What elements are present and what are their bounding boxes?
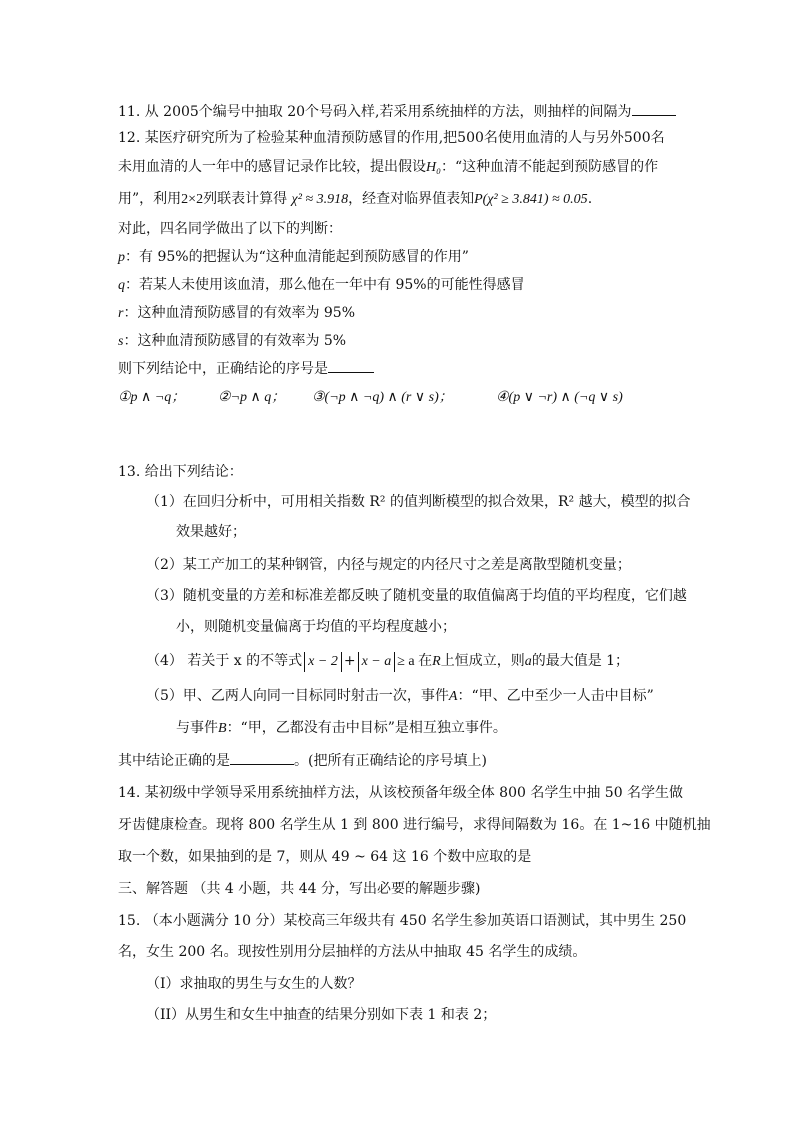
q13-answer-text-b: 。(把所有正确结论的序号填上) [294,753,487,769]
q15-sub-2: （II）从男生和女生中抽查的结果分别如下表 1 和表 2； [146,1007,497,1023]
q13-item5-text-d: ：“甲，乙都没有击中目标”是相互独立事件。 [226,720,507,736]
q12-line3-period: . [587,191,593,207]
q13-answer [118,750,487,771]
q13-item-4 [146,651,629,672]
q11-answer-blank[interactable] [632,101,676,116]
q13-answer-text-a: 其中结论正确的是 [118,753,230,769]
q15-sub-1: （I）求抽取的男生与女生的人数？ [146,976,362,992]
q12-line-4: 对此，四名同学做出了以下的判断： [118,221,342,237]
hypothesis-h0: H₀ [426,160,441,175]
q13-item-3-line-2: 小，则随机变量偏离于均值的平均程度越小； [176,619,456,635]
q12-question [118,358,374,379]
q11-text: 11. 从 2005个编号中抽取 20个号码入样,若采用系统抽样的方法，则抽样的间隔为 [118,104,632,120]
q13-item4-text-a: （4） 若关于 x 的不等式 [146,653,303,669]
q13-title: 13. 给出下列结论： [118,464,243,480]
q13-item4-text-c: 上恒成立，则 [440,653,525,669]
q12-line-2 [118,157,658,178]
q15-line-1: 15. （本小题满分 10 分）某校高三年级共有 450 名学生参加英语口语测试，其中男生 250 [118,913,687,929]
abs-x-minus-a: x − a [358,652,396,672]
q13-item-2: （2）某工产加工的某种钢管，内径与规定的内径尺寸之差是离散型随机变量； [146,557,631,573]
q12-line-3 [118,189,592,210]
q12-answer-blank[interactable] [328,358,374,373]
q12-line2-text-a: 未用血清的人一年中的感冒记录作比较，提出假设 [118,159,426,175]
statement-p-text: ：有 95%的把握认为“这种血清能起到预防感冒的作用” [125,249,469,265]
q14-line-1: 14. 某初级中学领导采用系统抽样方法，从该校预备年级全体 800 名学生中抽 50 名学生做 [118,785,684,801]
q13-item-5-line-1 [146,686,654,707]
option-2: ②¬p ∧ q； [218,390,286,405]
q13-item-3-line-1: （3）随机变量的方差和标准差都反映了随机变量的取值偏离于均值的平均程度，它们越 [146,588,687,604]
q12-line3-text-a: 用”，利用 [118,191,182,207]
q14-line-2: 牙齿健康检查。现将 800 名学生从 1 到 800 进行编号，求得间隔数为 16。在 1~16 中随机抽 [118,817,711,833]
q13-item-1-line-1: （1）在回归分析中，可用相关指数 R² 的值判断模型的拟合效果，R² 越大，模型的拟合 [146,494,691,510]
statement-p-label: p [118,250,125,265]
q13-item5-text-a: （5）甲、乙两人向同一目标同时射击一次，事件 [146,688,449,704]
q13-item-1-line-2: 效果越好； [176,524,246,540]
q12-line-1: 12. 某医疗研究所为了检验某种血清预防感冒的作用,把500名使用血清的人与另外500名 [118,130,665,146]
plus-sign: + [343,653,356,669]
q13-answer-blank[interactable] [230,750,294,765]
q12-line3-text-c: ，经查对临界值表知 [348,191,475,207]
statement-q-label: q [118,278,125,293]
option-1: ①p ∧ ¬q； [118,390,186,405]
statement-s-label: s [118,334,124,349]
q14-line-3: 取一个数，如果抽到的是 7，则从 49 ~ 64 这 16 个数中应取的是 [118,849,532,865]
statement-p [118,247,469,268]
q13-item4-text-d: 的最大值是 1； [531,653,630,669]
q15-line-2: 名，女生 200 名。现按性别用分层抽样的方法从中抽取 45 名学生的成绩。 [118,944,587,960]
option-3: ③(¬p ∧ ¬q) ∧ (r ∨ s)； [312,390,453,405]
table-size: 2×2 [181,192,204,207]
q12-line3-text-b: 列联表计算得 [203,191,288,207]
event-A: A [448,689,458,704]
q12-question-text: 则下列结论中，正确结论的序号是 [118,361,328,377]
question-11 [118,101,676,122]
probability-expression: P(χ² ≥ 3.841) ≈ 0.05 [474,192,588,207]
statement-r-label: r [118,306,124,321]
q13-item5-text-b: ：“甲、乙中至少一人击中目标” [457,688,654,704]
statement-q [118,275,525,296]
real-numbers-R: R [432,654,441,669]
statement-r [118,303,355,324]
abs-x-minus-2: x − 2 [304,652,342,672]
variable-a: a [524,654,532,669]
statement-s [118,331,346,352]
statement-q-text: ：若某人未使用该血清，那么他在一年中有 95%的可能性得感冒 [125,277,525,293]
chi-square-value: χ² ≈ 3.918 [291,192,349,207]
section-3-title: 三、解答题 （共 4 小题，共 44 分，写出必要的解题步骤) [118,881,481,897]
q12-line2-text-b: ：“这种血清不能起到预防感冒的作 [440,159,659,175]
statement-s-text: ：这种血清预防感冒的有效率为 5% [123,333,347,349]
q13-item-5-line-2 [176,718,507,739]
q13-item4-text-b: ≥ a 在 [397,654,433,669]
option-4: ④(p ∨ ¬r) ∧ (¬q ∨ s) [496,390,623,405]
statement-r-text: ：这种血清预防感冒的有效率为 95% [123,305,356,321]
q13-item5-text-c: 与事件 [176,720,218,736]
event-B: B [218,721,227,736]
